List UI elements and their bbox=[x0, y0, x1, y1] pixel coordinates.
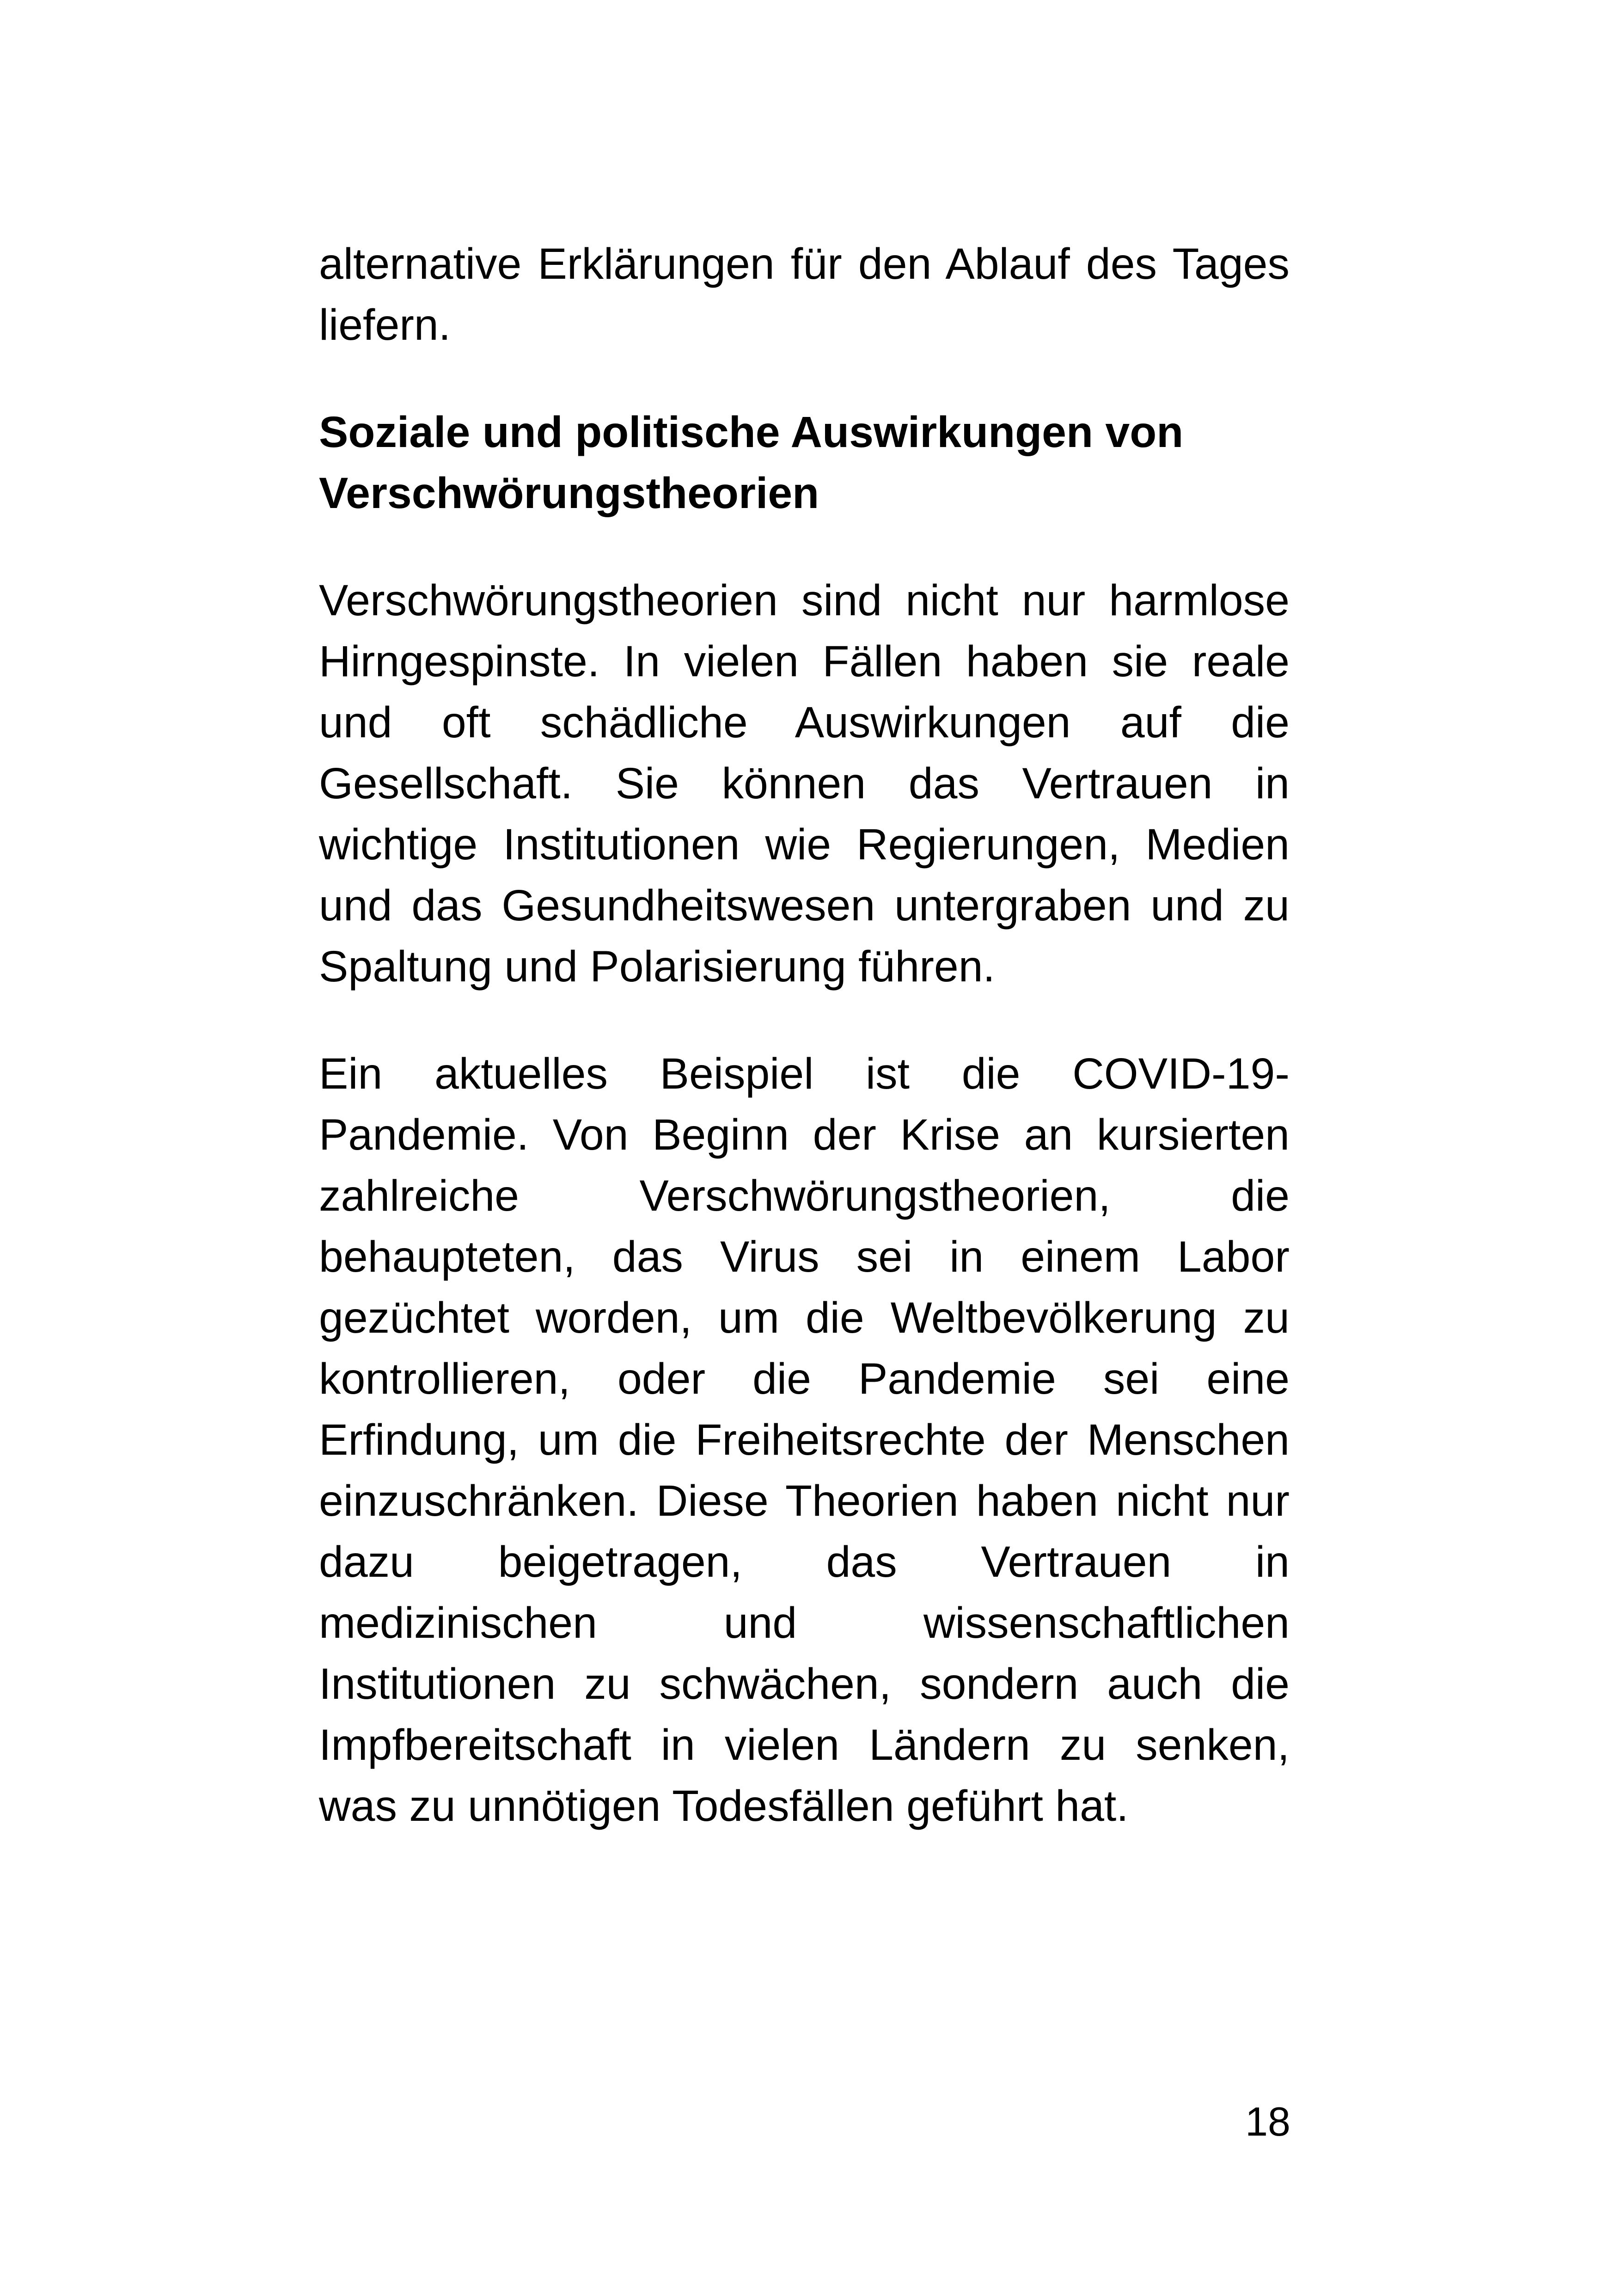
body-paragraph-2: Ein aktuelles Beispiel ist die COVID-19-Pandemie. Von Beginn der Krise an kursierten zahlreiche Verschwörungstheorien, die behaupteten, das Virus sei in einem Labor gezüchtet worden, um die Weltbevölkerung zu kontrollieren, oder die Pandemie sei eine Erfindung, um die Freiheitsrechte der Menschen einzuschränken. Diese Theorien haben nicht nur dazu beigetragen, das Vertrauen in medizinischen und wissenschaftlichen Institutionen zu schwächen, sondern auch die Impfbereitschaft in vielen Ländern zu senken, was zu unnötigen Todesfällen geführt hat. bbox=[319, 1049, 1290, 1831]
section-heading: Soziale und politische Auswirkungen von Verschwörungstheorien bbox=[319, 408, 1184, 518]
text-column bbox=[319, 233, 1290, 1837]
lead-paragraph: alternative Erklärungen für den Ablauf des Tages liefern. bbox=[319, 239, 1290, 349]
body-paragraph-1: Verschwörungstheorien sind nicht nur harmlose Hirngespinste. In vielen Fällen haben sie reale und oft schädliche Auswirkungen auf die Gesellschaft. Sie können das Vertrauen in wichtige Institutionen wie Regierungen, Medien und das Gesundheitswesen untergraben und zu Spaltung und Polarisierung führen. bbox=[319, 576, 1290, 991]
page-number: 18 bbox=[1245, 2099, 1290, 2144]
